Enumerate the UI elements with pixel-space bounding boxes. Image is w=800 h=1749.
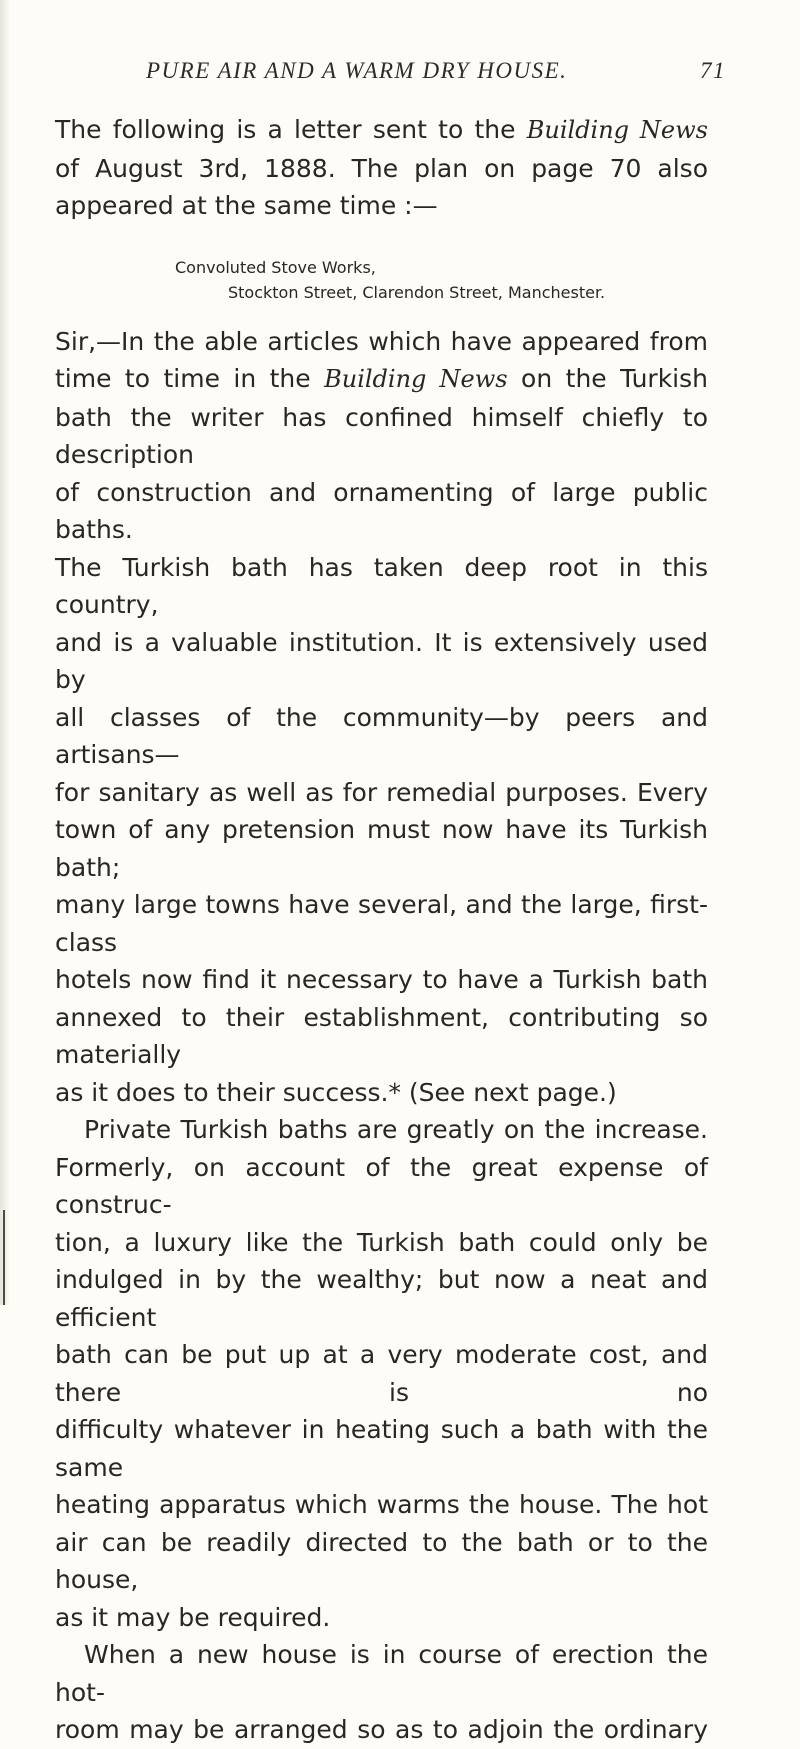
text-line: difficulty whatever in heating such a bath with the same: [55, 1415, 708, 1482]
running-title: PURE AIR AND A WARM DRY HOUSE.: [146, 58, 568, 83]
letter-paragraph-1: [55, 323, 708, 1112]
publication-title: Building News: [324, 365, 508, 393]
text-line: as it may be required.: [55, 1602, 331, 1632]
text-line: Private Turkish baths are greatly on the increase.: [84, 1115, 708, 1144]
text-line: bath the writer has confined himself chiefly to description: [55, 402, 708, 469]
text-line: appeared at the same time :—: [55, 191, 438, 220]
letter-paragraph-2: [55, 1111, 708, 1636]
text-line: many large towns have several, and the large, first-class: [55, 890, 708, 957]
sender-address: [55, 255, 708, 305]
binding-edge: [3, 1210, 5, 1305]
text-line: heating apparatus which warms the house. The hot: [55, 1490, 708, 1519]
text-line: annexed to their establishment, contributing so materially: [55, 1002, 708, 1069]
text-line: Sir,—In the able articles which have appeared from: [55, 326, 708, 356]
page-number: 71: [700, 58, 726, 83]
publication-title: Building News: [526, 116, 708, 144]
page-body: [55, 111, 708, 1749]
text-line: The following is a letter sent to the Building News: [55, 115, 708, 144]
running-header: [146, 58, 726, 88]
text-line: all classes of the community—by peers and artisans—: [55, 702, 708, 769]
address-line-1: Convoluted Stove Works,: [175, 257, 376, 277]
text-line: The Turkish bath has taken deep root in this country,: [55, 552, 708, 619]
text-line: room may be arranged so as to adjoin the ordinary: [55, 1715, 708, 1744]
text-line: and is a valuable institution. It is extensively used by: [55, 627, 708, 694]
text-line: hotels now find it necessary to have a Turkish bath: [55, 965, 708, 994]
text-line: as it does to their success.* (See next page.): [55, 1077, 617, 1107]
text-line: indulged in by the wealthy; but now a neat and efficient: [55, 1265, 708, 1332]
text-line: town of any pretension must now have its Turkish bath;: [55, 815, 708, 882]
letter-paragraph-3: [55, 1636, 708, 1749]
text-line: air can be readily directed to the bath or to the house,: [55, 1527, 708, 1594]
text-line: time to time in the Building News on the Turkish: [55, 364, 708, 393]
text-line: of August 3rd, 1888. The plan on page 70 also: [55, 153, 708, 183]
intro-paragraph: [55, 111, 708, 225]
text-line: of construction and ornamenting of large public baths.: [55, 477, 708, 544]
text-line: bath can be put up at a very moderate cost, and there is no: [55, 1340, 708, 1407]
address-line-2: Stockton Street, Clarendon Street, Manchester.: [228, 282, 606, 302]
text-line: tion, a luxury like the Turkish bath could only be: [55, 1227, 708, 1257]
text-line: Formerly, on account of the great expense of construc-: [55, 1152, 708, 1219]
page-gutter: [0, 0, 10, 1305]
text-line: When a new house is in course of erection the hot-: [55, 1640, 708, 1707]
text-line: for sanitary as well as for remedial purposes. Every: [55, 777, 708, 807]
